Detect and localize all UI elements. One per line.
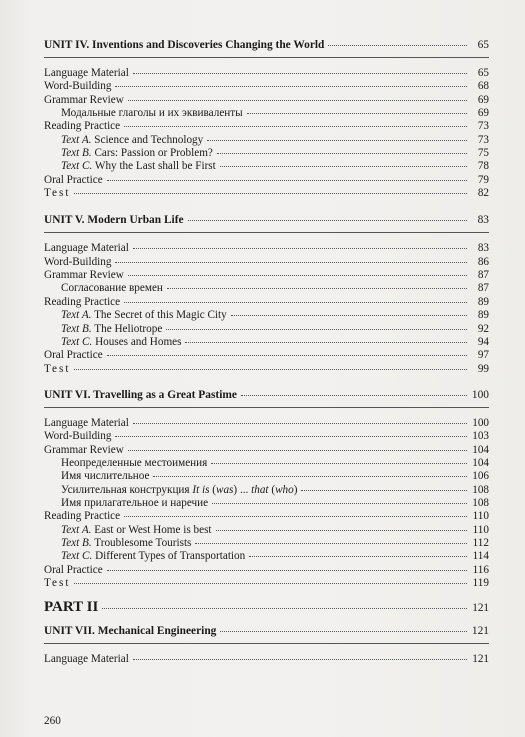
text-prefix: Text B.: [61, 536, 92, 549]
entry-label: Test: [44, 362, 71, 375]
dot-leader: [124, 302, 467, 303]
toc-subentry[interactable]: [44, 147, 489, 160]
text-part: ) ...: [233, 483, 252, 496]
dot-leader: [195, 543, 467, 544]
page-ref: 114: [472, 550, 489, 563]
text-prefix: Text A.: [61, 133, 92, 146]
unit-title: UNIT IV. Inventions and Discoveries Changing the World: [44, 39, 325, 51]
toc-unit-6[interactable]: [44, 388, 489, 402]
dot-leader: [231, 315, 467, 316]
entry-label: [44, 160, 216, 173]
dot-leader: [133, 659, 467, 660]
page-ref: 82: [477, 187, 489, 200]
toc-unit-7[interactable]: [44, 624, 489, 638]
entry-label: Grammar Review: [44, 269, 124, 282]
toc-subentry[interactable]: [44, 336, 489, 349]
dot-leader: [188, 220, 467, 221]
toc-entry[interactable]: [44, 444, 489, 457]
toc-entry[interactable]: [44, 120, 489, 133]
dot-leader: [241, 395, 467, 396]
toc-entry[interactable]: [44, 653, 489, 666]
text-title: Cars: Passion or Problem?: [94, 147, 213, 160]
page-ref: 106: [472, 470, 489, 483]
dot-leader: [107, 570, 467, 571]
text-part: (: [268, 483, 276, 496]
toc-entry[interactable]: [44, 174, 489, 187]
toc-subentry[interactable]: [44, 309, 489, 322]
entry-label: [44, 550, 245, 563]
dot-leader: [107, 180, 467, 181]
dot-leader: [207, 140, 467, 141]
text-title: The Heliotrope: [94, 322, 163, 335]
dot-leader: [217, 153, 467, 154]
dot-leader: [102, 608, 467, 609]
dot-leader: [166, 329, 467, 330]
page-ref: 69: [477, 107, 489, 120]
dot-leader: [301, 490, 467, 491]
text-part: It is: [192, 483, 210, 496]
text-part: that: [251, 483, 269, 496]
text-part: Усилительная конструкция: [61, 483, 193, 496]
page-ref: 69: [477, 93, 489, 106]
dot-leader: [211, 463, 467, 464]
entry-label: Oral Practice: [44, 563, 103, 576]
toc-entry[interactable]: [44, 349, 489, 362]
text-title: Science and Technology: [94, 133, 204, 146]
page-ref: 87: [477, 282, 489, 295]
toc-subentry[interactable]: [44, 160, 489, 173]
toc-subentry[interactable]: [44, 537, 489, 550]
text-part: was: [216, 483, 234, 496]
toc-entry[interactable]: [44, 187, 489, 200]
dot-leader: [128, 100, 467, 101]
page-ref: 73: [477, 120, 489, 133]
entry-label: Reading Practice: [44, 510, 121, 523]
page-ref: 103: [472, 430, 489, 443]
entry-label: [44, 484, 297, 497]
dot-leader: [115, 86, 467, 87]
dot-leader: [74, 583, 467, 584]
page-ref: 104: [472, 443, 489, 456]
page-ref: 99: [477, 362, 489, 375]
page-ref: 116: [472, 563, 489, 576]
page-ref: 86: [477, 255, 489, 268]
text-title: Different Types of Transportation: [95, 550, 246, 563]
toc-entry[interactable]: [44, 430, 489, 443]
entry-label: [44, 147, 213, 160]
entry-label: Имя числительное: [61, 470, 150, 483]
text-prefix: Text A.: [61, 523, 92, 536]
dot-leader: [115, 436, 467, 437]
entry-label: Неопределенные местоимения: [61, 456, 208, 469]
dot-leader: [133, 73, 467, 74]
page-ref: 73: [477, 133, 489, 146]
entry-label: Language Material: [44, 242, 129, 255]
spacer: [44, 200, 489, 213]
entry-label: Test: [44, 187, 71, 200]
dot-leader: [328, 45, 467, 46]
entry-label: Language Material: [44, 67, 129, 79]
entry-label: Test: [44, 577, 71, 589]
toc-subentry[interactable]: [44, 134, 489, 147]
text-part: ): [293, 483, 298, 496]
dot-leader: [128, 275, 467, 276]
page-ref: 121: [472, 653, 489, 666]
entry-label: Reading Practice: [44, 295, 121, 308]
page-ref: 121: [471, 625, 489, 638]
text-part: (: [209, 483, 216, 496]
toc-subentry[interactable]: [44, 457, 489, 470]
page-ref: 75: [477, 147, 489, 160]
dot-leader: [74, 193, 467, 194]
part-title: PART II: [44, 599, 99, 616]
toc-subentry[interactable]: [44, 524, 489, 537]
text-prefix: Text C.: [61, 335, 93, 348]
page-ref: 79: [477, 173, 489, 186]
toc-entry[interactable]: [44, 564, 489, 577]
dot-leader: [133, 423, 467, 424]
entry-label: [44, 537, 191, 550]
entry-label: Language Material: [44, 416, 129, 429]
toc-entry[interactable]: [44, 577, 489, 590]
entry-label: Модальные глаголы и их эквиваленты: [61, 107, 243, 120]
toc-entry[interactable]: [44, 67, 489, 80]
text-title: Troublesome Tourists: [94, 536, 192, 549]
dot-leader: [247, 113, 467, 114]
toc-entry[interactable]: [44, 417, 489, 430]
entry-label: Word-Building: [44, 255, 112, 268]
page-number: 260: [44, 715, 61, 727]
dot-leader: [107, 355, 467, 356]
page-ref: 68: [477, 80, 489, 93]
page-ref: 108: [472, 496, 489, 509]
page-ref: 65: [477, 39, 489, 51]
dot-leader: [133, 248, 467, 249]
text-prefix: Text C.: [61, 160, 93, 173]
spacer: [44, 376, 489, 388]
page-ref: 119: [472, 577, 489, 589]
entry-label: [44, 309, 227, 322]
dot-leader: [249, 556, 467, 557]
page-ref: 89: [477, 295, 489, 308]
entry-label: Согласование времен: [61, 282, 163, 295]
entry-label: [44, 336, 181, 349]
page-ref: 112: [472, 536, 489, 549]
dot-leader: [220, 631, 467, 632]
text-prefix: Text B.: [61, 147, 92, 160]
toc-entry[interactable]: [44, 510, 489, 523]
entry-label: Oral Practice: [44, 349, 103, 362]
entry-label: Word-Building: [44, 430, 112, 443]
table-of-contents: [44, 38, 489, 667]
entry-label: Language Material: [44, 653, 129, 666]
dot-leader: [128, 450, 467, 451]
toc-entry[interactable]: [44, 242, 489, 255]
toc-subentry[interactable]: [44, 107, 489, 120]
dot-leader: [185, 342, 467, 343]
toc-subentry[interactable]: [44, 282, 489, 295]
entry-label: Grammar Review: [44, 93, 124, 106]
dot-leader: [167, 288, 467, 289]
toc-subentry[interactable]: [44, 484, 489, 497]
text-title: East or West Home is best: [94, 523, 212, 536]
toc-part-2[interactable]: [44, 598, 489, 616]
text-title: The Secret of this Magic City: [94, 309, 227, 322]
page-ref: 87: [477, 269, 489, 282]
entry-label: Имя прилагательное и наречие: [61, 496, 209, 509]
dot-leader: [212, 503, 467, 504]
dot-leader: [74, 369, 467, 370]
page-ref: 110: [472, 510, 489, 523]
page-ref: 97: [477, 349, 489, 362]
entry-label: Reading Practice: [44, 120, 121, 133]
toc-entry[interactable]: [44, 296, 489, 309]
toc-subentry[interactable]: [44, 550, 489, 563]
toc-entry[interactable]: [44, 363, 489, 376]
page-ref: 100: [472, 416, 489, 429]
dot-leader: [124, 126, 467, 127]
toc-subentry[interactable]: [44, 497, 489, 510]
toc-entry[interactable]: [44, 269, 489, 282]
entry-label: [44, 134, 203, 147]
entry-label: [44, 524, 212, 537]
page-ref: 104: [472, 456, 489, 469]
dot-leader: [124, 516, 467, 517]
text-prefix: Text B.: [61, 322, 92, 335]
unit-title: UNIT VI. Travelling as a Great Pastime: [44, 388, 237, 401]
page-ref: 83: [477, 214, 489, 227]
spacer: [44, 616, 489, 624]
toc-subentry[interactable]: [44, 323, 489, 336]
toc-unit-4[interactable]: [44, 38, 489, 52]
text-title: Why the Last shall be First: [94, 160, 216, 173]
text-prefix: Text A.: [61, 309, 92, 322]
divider: [44, 643, 489, 644]
toc-entry[interactable]: [44, 256, 489, 269]
entry-label: Word-Building: [44, 80, 112, 93]
page-ref: 83: [477, 242, 489, 255]
page-ref: 92: [477, 322, 489, 335]
divider: [44, 57, 489, 58]
page-ref: 94: [477, 335, 489, 348]
page-ref: 89: [477, 309, 489, 322]
page-ref: 108: [472, 483, 489, 496]
spacer: [44, 590, 489, 598]
text-part: who: [275, 483, 294, 496]
dot-leader: [216, 530, 467, 531]
dot-leader: [220, 166, 467, 167]
page-ref: 78: [477, 160, 489, 173]
toc-entry[interactable]: [44, 80, 489, 93]
toc-entry[interactable]: [44, 94, 489, 107]
page-ref: 65: [477, 67, 489, 79]
text-prefix: Text C.: [61, 550, 93, 563]
divider: [44, 407, 489, 408]
toc-subentry[interactable]: [44, 470, 489, 483]
dot-leader: [153, 476, 467, 477]
page-ref: 121: [472, 602, 489, 615]
toc-unit-5[interactable]: [44, 213, 489, 227]
text-title: Houses and Homes: [95, 335, 182, 348]
unit-title: UNIT V. Modern Urban Life: [44, 214, 184, 227]
entry-label: Grammar Review: [44, 443, 124, 456]
dot-leader: [115, 262, 467, 263]
unit-title: UNIT VII. Mechanical Engineering: [44, 625, 217, 638]
entry-label: Oral Practice: [44, 173, 103, 186]
page-ref: 100: [471, 388, 489, 401]
entry-label: [44, 323, 162, 336]
divider: [44, 232, 489, 233]
page-ref: 110: [472, 523, 489, 536]
